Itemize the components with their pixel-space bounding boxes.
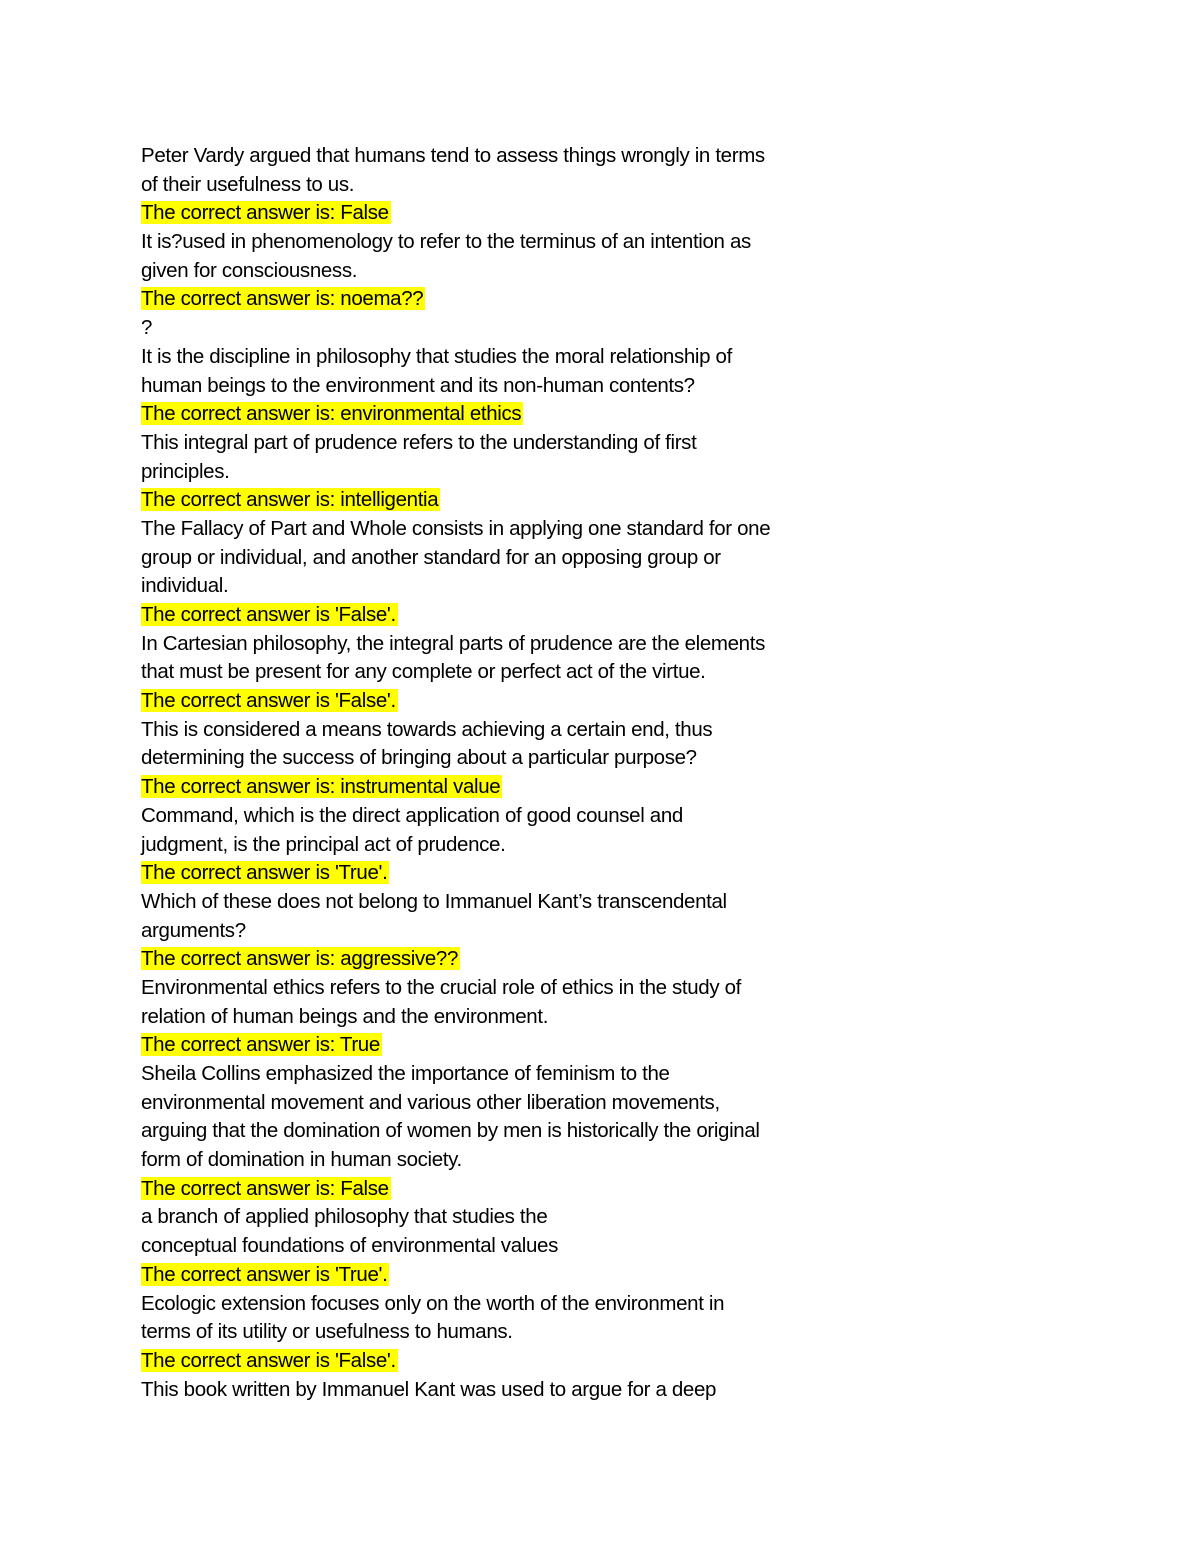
question-line: [141, 1290, 861, 1319]
question-text: Peter Vardy argued that humans tend to assess things wrongly in terms: [141, 144, 765, 167]
question-text: Environmental ethics refers to the crucial role of ethics in the study of: [141, 975, 742, 999]
question-text: Which of these does not belong to Immanuel Kant’s transcendental: [141, 889, 727, 913]
question-line: [141, 171, 861, 200]
question-line: [141, 1003, 861, 1032]
document-body: [141, 142, 861, 1404]
answer-text: The correct answer is 'False'.: [141, 603, 396, 626]
question-text: principles.: [141, 459, 230, 483]
question-text: group or individual, and another standard for an opposing group or: [141, 545, 721, 569]
answer-line: [141, 859, 861, 888]
answer-line: [141, 1261, 861, 1290]
question-line: [141, 458, 861, 487]
answer-line: [141, 486, 861, 515]
answer-text: The correct answer is 'False'.: [141, 689, 396, 713]
question-line: [141, 372, 861, 401]
question-text: form of domination in human society.: [141, 1148, 462, 1172]
answer-line: [141, 945, 861, 974]
question-text: judgment, is the principal act of prudence.: [141, 832, 506, 856]
answer-text: The correct answer is: False: [141, 201, 389, 225]
answer-text: The correct answer is 'True'.: [141, 861, 388, 885]
answer-line: [141, 1175, 861, 1204]
question-line: [141, 1146, 861, 1175]
question-text: Command, which is the direct application of good counsel and: [141, 803, 683, 827]
question-text: environmental movement and various other liberation movements,: [141, 1090, 720, 1114]
answer-text: The correct answer is: aggressive??: [141, 947, 459, 971]
question-line: [141, 314, 861, 343]
answer-text: The correct answer is: intelligentia: [141, 488, 439, 512]
answer-text: The correct answer is: noema??: [141, 287, 424, 311]
answer-text: The correct answer is: instrumental value: [141, 775, 501, 799]
question-line: [141, 257, 861, 286]
answer-line: [141, 601, 861, 630]
question-line: [141, 142, 861, 171]
question-text: It is?used in phenomenology to refer to the terminus of an intention as: [141, 230, 751, 254]
question-line: [141, 1318, 861, 1347]
question-text: relation of human beings and the environment.: [141, 1004, 549, 1028]
answer-text: The correct answer is 'True'.: [141, 1262, 388, 1286]
question-text: given for consciousness.: [141, 258, 358, 282]
question-text: human beings to the environment and its non-human contents?: [141, 373, 695, 397]
question-line: [141, 658, 861, 687]
question-text: a branch of applied philosophy that studies the: [141, 1205, 548, 1229]
question-line: [141, 917, 861, 946]
question-line: [141, 974, 861, 1003]
answer-line: [141, 773, 861, 802]
answer-text: The correct answer is: True: [141, 1033, 380, 1057]
answer-line: [141, 400, 861, 429]
question-line: [141, 343, 861, 372]
question-line: [141, 630, 861, 659]
answer-line: [141, 1031, 861, 1060]
question-text: arguing that the domination of women by men is historically the original: [141, 1119, 760, 1143]
answer-text: The correct answer is: environmental ethics: [141, 402, 522, 426]
question-line: [141, 544, 861, 573]
question-text: This is considered a means towards achieving a certain end, thus: [141, 717, 713, 741]
question-line: [141, 744, 861, 773]
question-text: individual.: [141, 574, 229, 598]
question-text: of their usefulness to us.: [141, 172, 355, 196]
question-text: It is the discipline in philosophy that studies the moral relationship of: [141, 344, 732, 368]
question-text: Ecologic extension focuses only on the worth of the environment in: [141, 1291, 725, 1315]
question-text: that must be present for any complete or perfect act of the virtue.: [141, 660, 706, 684]
question-text: This integral part of prudence refers to the understanding of first: [141, 430, 697, 454]
question-text: This book written by Immanuel Kant was used to argue for a deep: [141, 1377, 717, 1401]
answer-line: [141, 199, 861, 228]
question-line: [141, 1232, 861, 1261]
question-line: [141, 572, 861, 601]
question-text: conceptual foundations of environmental values: [141, 1234, 558, 1258]
question-line: [141, 228, 861, 257]
question-text: In Cartesian philosophy, the integral parts of prudence are the elements: [141, 631, 765, 655]
answer-text: The correct answer is 'False'.: [141, 1348, 396, 1372]
question-text: terms of its utility or usefulness to humans.: [141, 1320, 513, 1344]
answer-line: [141, 1347, 861, 1376]
question-line: [141, 716, 861, 745]
question-line: [141, 802, 861, 831]
question-text: determining the success of bringing about a particular purpose?: [141, 746, 697, 770]
question-line: [141, 1089, 861, 1118]
question-line: [141, 1203, 861, 1232]
question-line: [141, 429, 861, 458]
answer-line: [141, 285, 861, 314]
question-line: [141, 1376, 861, 1405]
answer-line: [141, 687, 861, 716]
question-line: [141, 888, 861, 917]
question-line: [141, 831, 861, 860]
question-line: [141, 515, 861, 544]
question-text: Sheila Collins emphasized the importance of feminism to the: [141, 1062, 670, 1085]
question-line: [141, 1117, 861, 1146]
answer-text: The correct answer is: False: [141, 1176, 389, 1200]
question-text: arguments?: [141, 918, 246, 942]
question-line: [141, 1060, 861, 1089]
question-text: The Fallacy of Part and Whole consists in applying one standard for one: [141, 516, 771, 540]
question-text: ?: [141, 316, 153, 340]
